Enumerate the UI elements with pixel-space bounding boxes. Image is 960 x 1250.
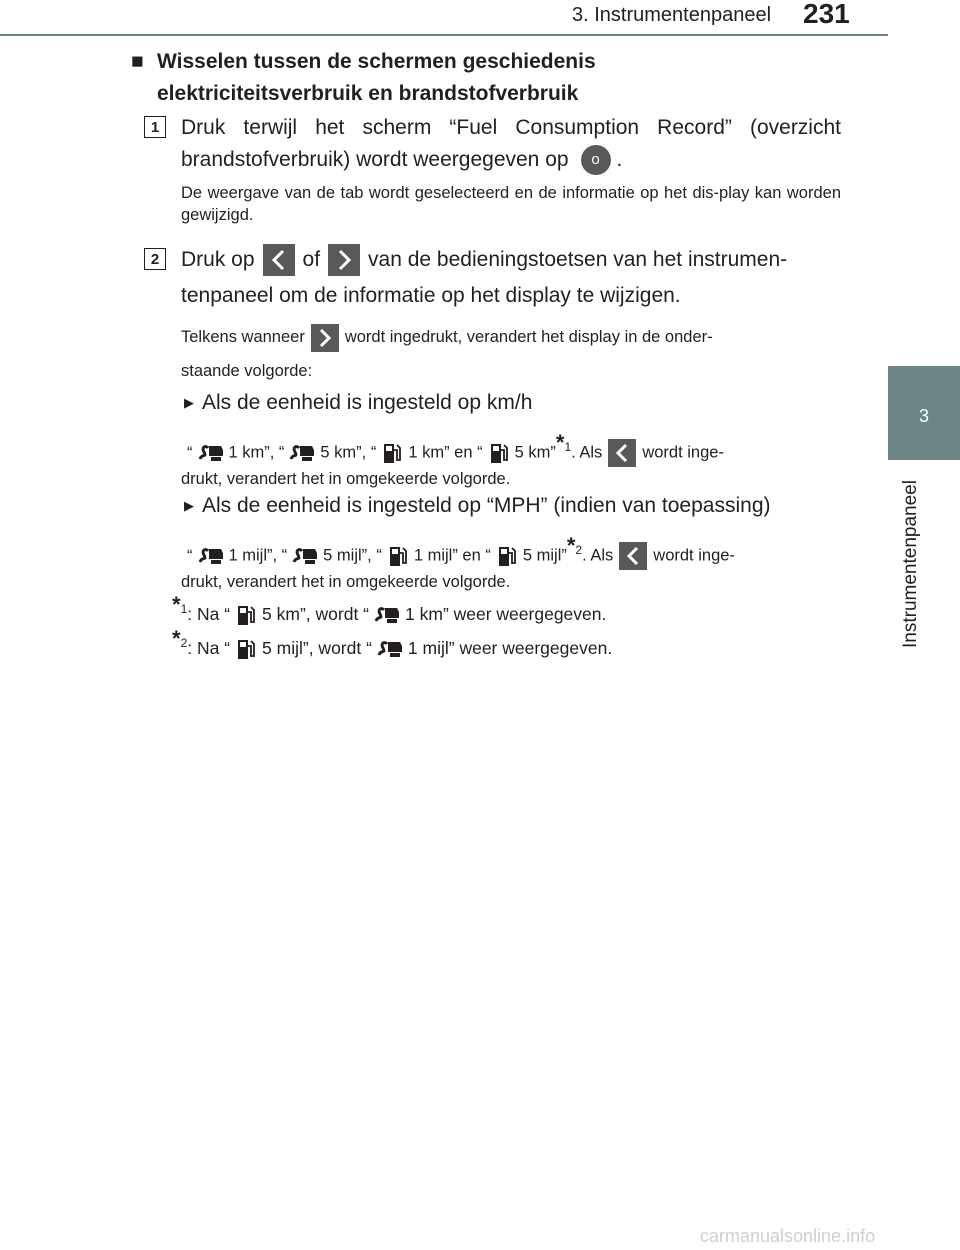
footnote-1-part-2: 5 km”, wordt “ [262,603,370,624]
step2-part-1: Druk op [181,248,255,271]
heading-marker: ■ [131,50,144,73]
mph-sequence [181,535,841,593]
kmh-part-6: wordt inge- [642,443,724,462]
step2-text [181,242,841,314]
chapter-tab-label: Instrumentenpaneel [900,480,921,648]
step2-part-3: van de bedieningstoetsen van het instrumen- [368,248,788,271]
chevron-left-icon [608,439,636,467]
footnote-1-part-3: 1 km” weer weergegeven. [405,603,607,624]
step2-note-line-1 [181,320,841,354]
footnote-1 [172,592,607,627]
step2-note [181,320,841,388]
step1-line-2 [181,144,841,176]
footnote-2-star: * [172,626,181,651]
header-rule [0,34,888,36]
step-number-1: 1 [144,116,166,138]
mph-part-6: wordt inge- [653,546,735,565]
kmh-title: Als de eenheid is ingesteld op km/h [202,391,533,414]
mph-part-1: 1 mijl”, “ [228,546,288,565]
kmh-part-4: 5 km” [514,443,556,462]
footnote-star: * [566,533,576,558]
mph-heading [184,492,844,520]
ev-drive-icon [197,545,225,567]
mph-footnote-ref: 2 [575,543,583,557]
heading-line-2: elektriciteitsverbruik en brandstofverbruik [157,82,579,105]
mph-part-2: 5 mijl”, “ [323,546,382,565]
ev-drive-icon [288,442,316,464]
footnote-2-part-1: : Na “ [187,637,231,658]
step-number-2: 2 [144,248,166,270]
chevron-right-icon [311,324,339,352]
watermark: carmanualsonline.info [700,1226,876,1246]
o-button-icon: o [581,145,611,175]
step1-note: De weergave van de tab wordt geselecteerd en de informatie op het dis-play kan worden gewijzigd. [181,184,841,224]
step2-line-1 [181,242,841,278]
ev-drive-icon [373,604,401,626]
ev-drive-icon [291,545,319,567]
chapter-tab [888,366,960,460]
chapter-tab-number: 3 [918,406,929,426]
step1-text [181,112,841,176]
step2-note-part-2: wordt ingedrukt, verandert het display in de onder- [344,328,713,346]
mph-part-5: . Als [582,546,614,565]
step2-part-2: of [302,248,321,271]
step2-note-part-1: Telkens wanneer [181,328,305,346]
heading-line-1: Wisselen tussen de schermen geschiedenis [157,50,596,73]
chevron-left-icon [263,244,295,276]
kmh-line-2: drukt, verandert het in omgekeerde volgorde. [181,469,511,488]
step2-note-line-2: staande volgorde: [181,362,313,380]
footnote-star: * [555,430,565,455]
footnote-2 [172,626,613,661]
fuel-pump-icon [236,637,256,661]
ev-drive-icon [376,638,404,660]
footnote-1-star: * [172,592,181,617]
kmh-heading [184,389,844,417]
footnote-2-num: 2 [180,636,188,650]
chevron-left-icon [619,542,647,570]
footnote-1-num: 1 [180,602,188,616]
mph-part-4: 5 mijl” [522,546,567,565]
fuel-pump-icon [236,603,256,627]
header-section-title: 3. Instrumentenpaneel [572,4,772,26]
arrow-bullet-icon: ▶ [184,395,194,411]
kmh-part-3: 1 km” en “ [408,443,483,462]
fuel-pump-icon [489,441,509,465]
kmh-line-1 [181,432,841,468]
ev-drive-icon [197,442,225,464]
step1-line-2-text: brandstofverbruik) wordt weergegeven op [181,148,569,171]
kmh-footnote-ref: 1 [564,440,572,454]
page-number: 231 [803,0,850,29]
chevron-right-icon [328,244,360,276]
step1-period: . [616,148,623,171]
kmh-part-2: 5 km”, “ [320,443,377,462]
kmh-part-1: 1 km”, “ [228,443,285,462]
footnote-2-part-3: 1 mijl” weer weergegeven. [407,637,613,658]
fuel-pump-icon [388,544,408,568]
mph-line-2: drukt, verandert het in omgekeerde volgorde. [181,572,511,591]
footnote-2-part-2: 5 mijl”, wordt “ [262,637,372,658]
step2-line-2: tenpaneel om de informatie op het display te wijzigen. [181,284,681,307]
kmh-part-5: . Als [571,443,603,462]
arrow-bullet-icon: ▶ [184,498,194,514]
fuel-pump-icon [497,544,517,568]
mph-quote: “ [187,546,193,565]
mph-title: Als de eenheid is ingesteld op “MPH” (indien van toepassing) [202,494,771,517]
footnote-1-part-1: : Na “ [187,603,231,624]
kmh-sequence [181,432,841,490]
kmh-quote: “ [187,443,193,462]
step1-line-1: Druk terwijl het scherm “Fuel Consumption Record” (overzicht [181,116,841,139]
fuel-pump-icon [382,441,402,465]
mph-part-3: 1 mijl” en “ [413,546,491,565]
section-heading [131,46,851,110]
mph-line-1 [181,535,841,571]
